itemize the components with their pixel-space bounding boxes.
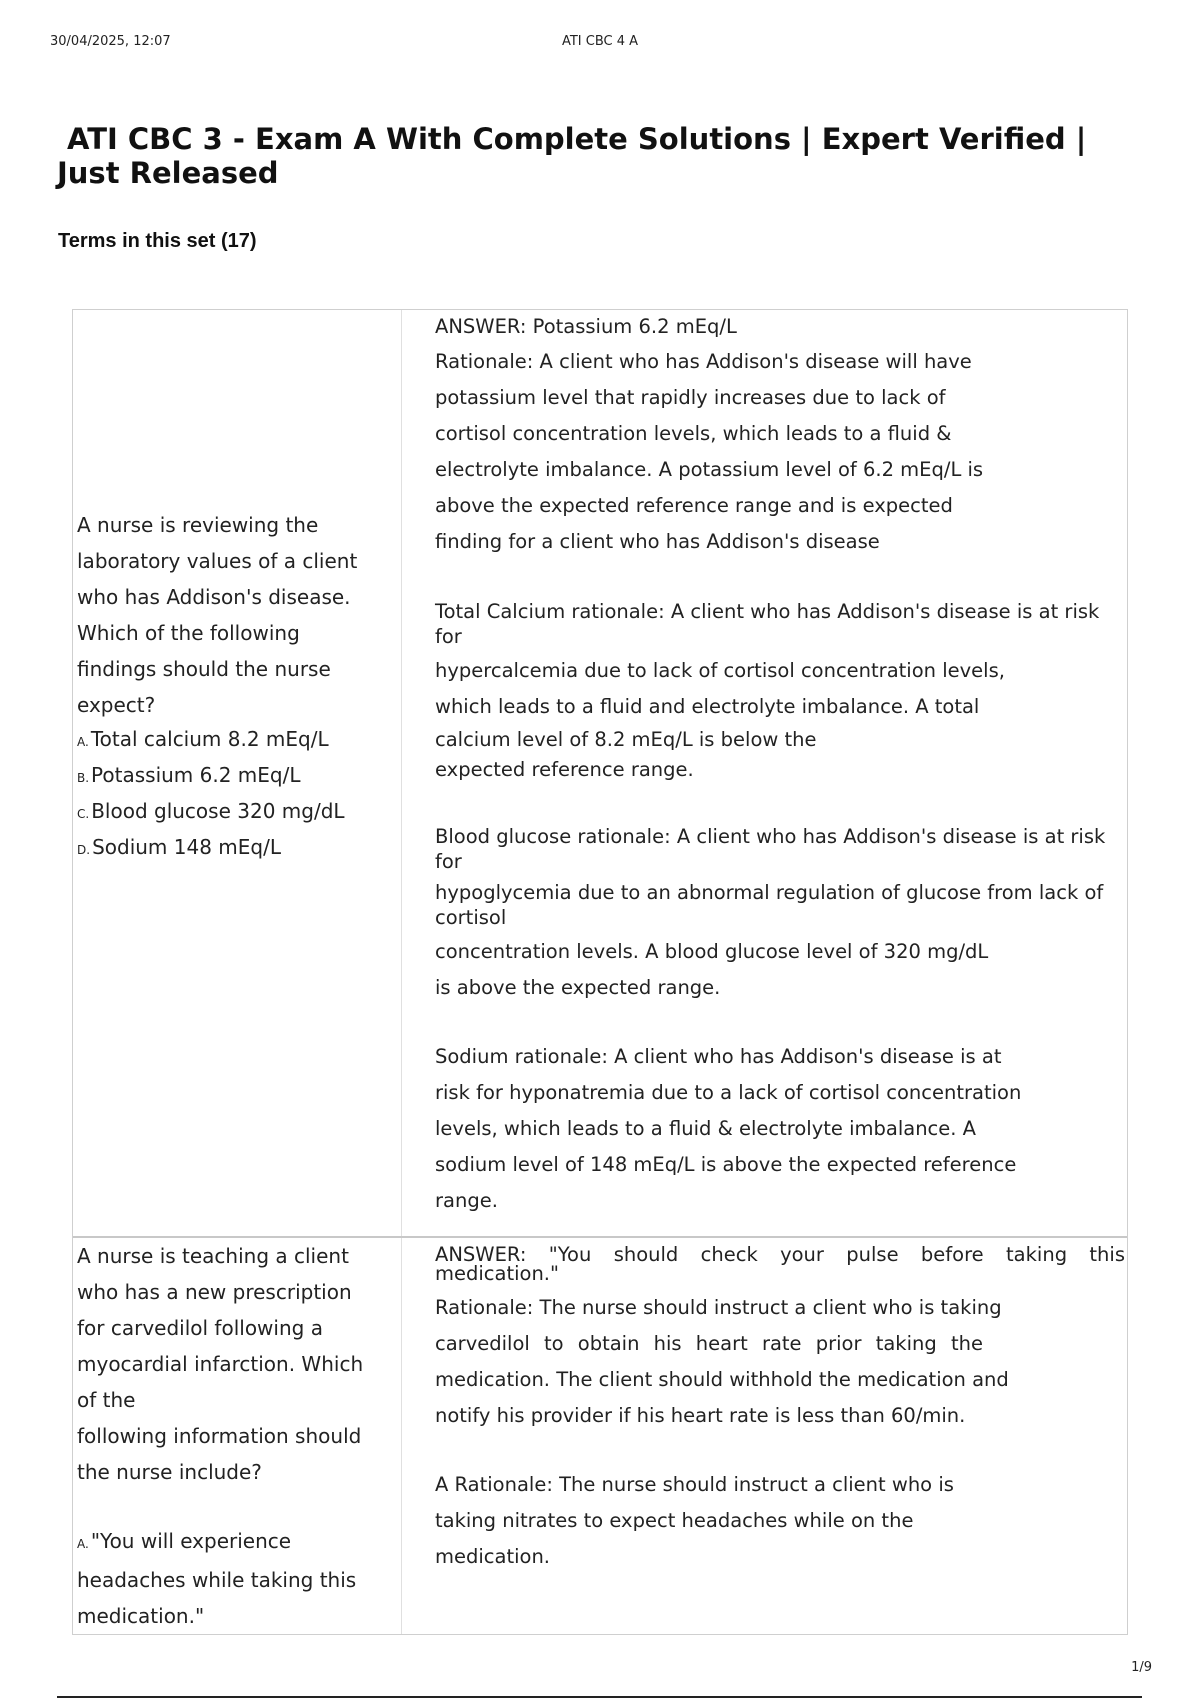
question-line: laboratory values of a client (77, 549, 358, 573)
footer-rule (57, 1696, 1142, 1698)
answer-text-cont: medication." (435, 1262, 559, 1285)
rationale-line: carvedilol to obtain his heart rate prior taking the (435, 1332, 983, 1355)
answer-text: ANSWER: Potassium 6.2 mEq/L (435, 315, 737, 338)
sodium-rationale-line: range. (435, 1189, 498, 1212)
calcium-rationale-line: which leads to a fluid and electrolyte imbalance. A total (435, 695, 980, 718)
card-2-question (77, 1238, 397, 1634)
rationale-line: finding for a client who has Addison's disease (435, 530, 880, 553)
option-c: C. Blood glucose 320 mg/dL (77, 799, 345, 823)
page-title (57, 122, 1107, 190)
question-line: A nurse is reviewing the (77, 513, 319, 537)
question-line: expect? (77, 693, 156, 717)
sodium-rationale-line: sodium level of 148 mEq/L is above the expected reference (435, 1153, 1017, 1176)
rationale-line: notify his provider if his heart rate is less than 60/min. (435, 1404, 966, 1427)
question-line: myocardial infarction. Which (77, 1352, 364, 1376)
page-title-line-2: Just Released (57, 156, 279, 190)
a-rationale-line: medication. (435, 1545, 551, 1568)
sodium-rationale-line: risk for hyponatremia due to a lack of cortisol concentration (435, 1081, 1022, 1104)
column-divider (401, 310, 402, 1634)
sodium-rationale-line: Sodium rationale: A client who has Addison's disease is at (435, 1045, 1002, 1068)
print-datetime: 30/04/2025, 12:07 (50, 34, 171, 49)
rationale-line: Rationale: A client who has Addison's disease will have (435, 350, 972, 373)
question-line: Which of the following (77, 621, 300, 645)
rationale-line: above the expected reference range and is expected (435, 494, 953, 517)
question-line: who has a new prescription (77, 1280, 352, 1304)
terms-count: Terms in this set (17) (58, 230, 257, 252)
question-line: following information should (77, 1424, 362, 1448)
calcium-rationale-line: hypercalcemia due to lack of cortisol concentration levels, (435, 659, 1005, 682)
option-a-line: medication." (77, 1604, 205, 1628)
print-document-name: ATI CBC 4 A (561, 34, 639, 49)
calcium-rationale-line: expected reference range. (435, 758, 694, 781)
option-a: A. "You will experience (77, 1529, 292, 1553)
question-line: of the (77, 1388, 136, 1412)
calcium-rationale-intro: Total Calcium rationale: A client who has Addison's disease is at risk for (435, 600, 1100, 648)
option-a: A. Total calcium 8.2 mEq/L (77, 727, 329, 751)
glucose-rationale-line: concentration levels. A blood glucose level of 320 mg/dL (435, 940, 989, 963)
rationale-line: Rationale: The nurse should instruct a client who is taking (435, 1296, 1002, 1319)
question-line: the nurse include? (77, 1460, 262, 1484)
option-d: D. Sodium 148 mEq/L (77, 835, 281, 859)
card-1-answer (435, 310, 1125, 1219)
a-rationale-line: taking nitrates to expect headaches while on the (435, 1509, 914, 1532)
option-b: B. Potassium 6.2 mEq/L (77, 763, 301, 787)
flashcard-table (72, 309, 1128, 1635)
question-line: findings should the nurse (77, 657, 331, 681)
question-line: for carvedilol following a (77, 1316, 323, 1340)
calcium-rationale-line: calcium level of 8.2 mEq/L is below the (435, 728, 817, 751)
option-a-line: headaches while taking this (77, 1568, 357, 1592)
page-title-line-1: ATI CBC 3 - Exam A With Complete Solutions | Expert Verified | (67, 122, 1087, 156)
rationale-line: electrolyte imbalance. A potassium level of 6.2 mEq/L is (435, 458, 984, 481)
answer-text: ANSWER: "You should check your pulse before taking this (435, 1243, 1125, 1266)
rationale-line: cortisol concentration levels, which leads to a fluid & (435, 422, 952, 445)
a-rationale-line: A Rationale: The nurse should instruct a client who is (435, 1473, 954, 1496)
card-2-answer (435, 1238, 1125, 1575)
glucose-rationale-intro: Blood glucose rationale: A client who has Addison's disease is at risk for (435, 825, 1106, 873)
glucose-rationale-line: is above the expected range. (435, 976, 721, 999)
card-1-question (77, 507, 397, 867)
page-number: 1/9 (1131, 1660, 1152, 1675)
glucose-rationale-intro: hypoglycemia due to an abnormal regulation of glucose from lack of cortisol (435, 881, 1104, 929)
question-line: A nurse is teaching a client (77, 1244, 349, 1268)
question-line: who has Addison's disease. (77, 585, 351, 609)
rationale-line: potassium level that rapidly increases due to lack of (435, 386, 946, 409)
rationale-line: medication. The client should withhold the medication and (435, 1368, 1009, 1391)
sodium-rationale-line: levels, which leads to a fluid & electrolyte imbalance. A (435, 1117, 977, 1140)
